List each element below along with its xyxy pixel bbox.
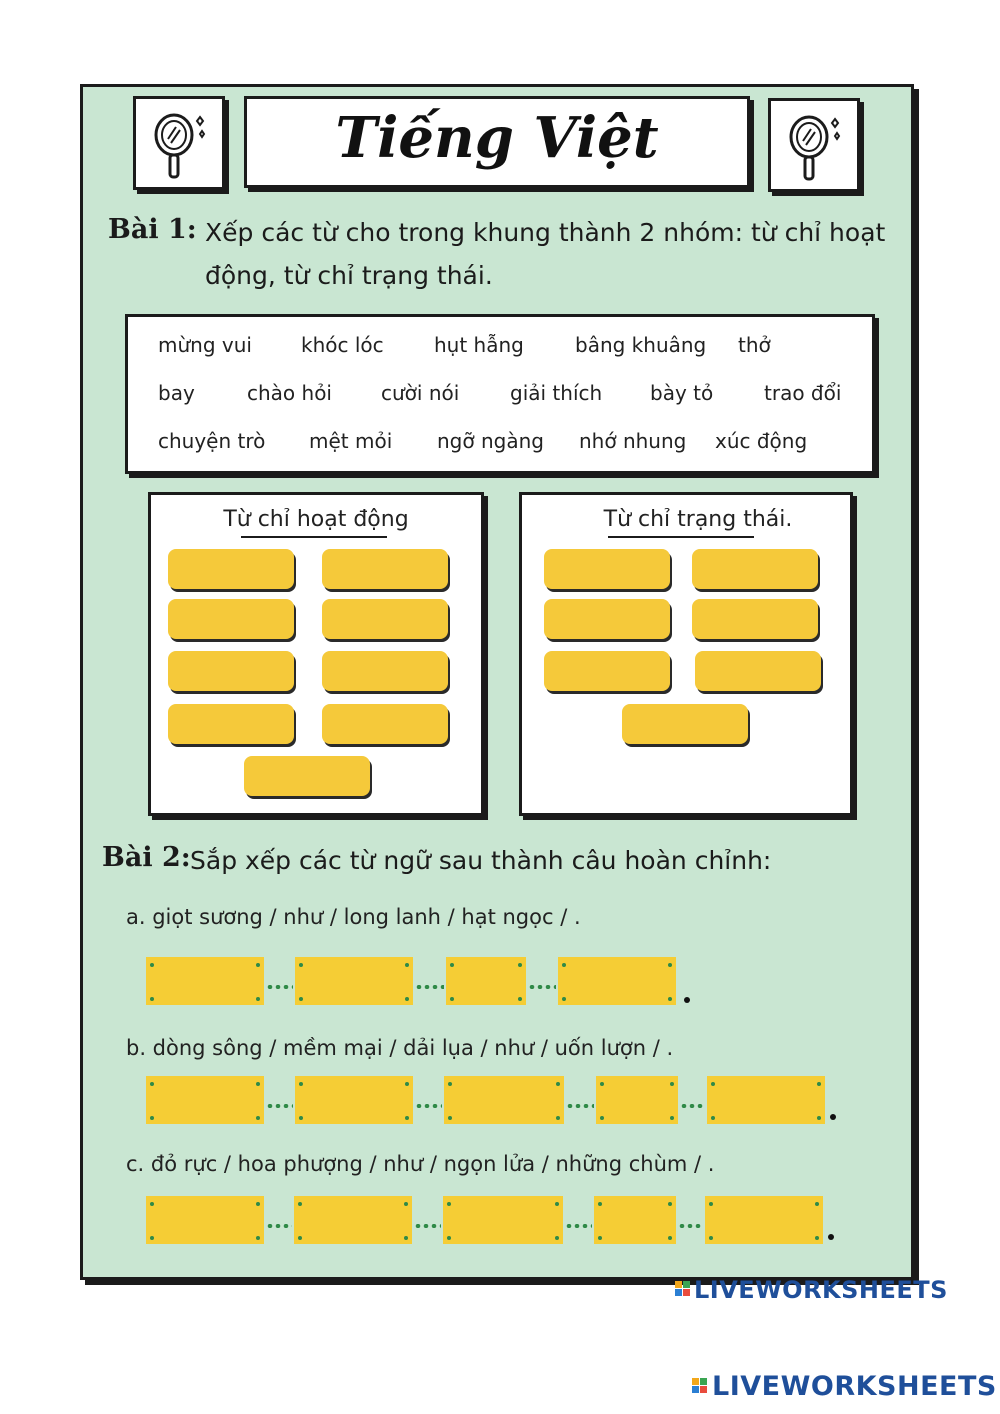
sentence-period [684,997,690,1003]
dotted-connector [266,1104,293,1108]
dotted-connector [565,1224,592,1228]
question-b: b. dòng sông / mềm mại / dải lụa / như / uốn lượn / . [126,1036,674,1060]
group-action-title: Từ chỉ hoạt động [223,507,409,532]
answer-slot-action[interactable] [168,704,294,744]
dotted-connector [415,1104,442,1108]
bai1-instruction-line2: động, từ chỉ trạng thái. [205,261,493,290]
corner-dot [711,1082,715,1086]
corner-dot [709,1202,713,1206]
corner-dot [150,1202,154,1206]
answer-slot-action[interactable] [322,599,448,639]
corner-dot [256,1082,260,1086]
sentence-period [828,1234,834,1240]
dotted-connector [266,985,293,989]
word-bank-item[interactable]: thở [738,333,771,357]
word-bank-item[interactable]: hụt hẫng [434,333,524,357]
corner-dot [556,1082,560,1086]
mirror-frame-left [133,96,225,190]
corner-dot [405,963,409,967]
bai1-heading: Bài 1: [108,214,197,245]
title-banner [244,96,750,188]
dotted-connector [414,1224,441,1228]
word-bank-item[interactable]: trao đổi [764,381,842,405]
sentence-answer-box[interactable] [707,1076,825,1124]
corner-dot [150,1082,154,1086]
question-c: c. đỏ rực / hoa phượng / như / ngọn lửa / những chùm / . [126,1152,715,1176]
page-title: Tiếng Việt [335,105,659,171]
corner-dot [404,1202,408,1206]
hand-mirror-icon [771,101,857,189]
corner-dot [256,1202,260,1206]
answer-slot-action[interactable] [322,704,448,744]
corner-dot [518,963,522,967]
corner-dot [711,1116,715,1120]
sentence-answer-box[interactable] [295,1076,413,1124]
answer-slot-state[interactable] [544,651,670,691]
corner-dot [555,1202,559,1206]
word-bank-item[interactable]: bâng khuâng [575,333,707,357]
mirror-frame-right [768,98,860,192]
answer-slot-action[interactable] [168,599,294,639]
answer-slot-action[interactable] [168,651,294,691]
corner-dot [562,997,566,1001]
corner-dot [450,963,454,967]
corner-dot [256,1236,260,1240]
sentence-answer-box[interactable] [295,957,413,1005]
corner-dot [448,1082,452,1086]
corner-dot [298,1202,302,1206]
corner-dot [555,1236,559,1240]
corner-dot [668,963,672,967]
sentence-answer-box[interactable] [446,957,526,1005]
answer-slot-state[interactable] [544,599,670,639]
corner-dot [256,997,260,1001]
corner-dot [256,1116,260,1120]
corner-dot [405,1082,409,1086]
corner-dot [447,1202,451,1206]
sentence-answer-box[interactable] [146,1076,264,1124]
corner-dot [256,963,260,967]
dotted-connector [266,1224,292,1228]
corner-dot [562,963,566,967]
corner-dot [600,1116,604,1120]
answer-slot-state[interactable] [622,704,748,744]
corner-dot [518,997,522,1001]
corner-dot [817,1082,821,1086]
corner-dot [668,1236,672,1240]
answer-slot-action[interactable] [322,549,448,589]
question-a: a. giọt sương / như / long lanh / hạt ngọc / . [126,905,581,929]
dotted-connector [680,1104,705,1108]
sentence-answer-box[interactable] [705,1196,823,1244]
dotted-connector [566,1104,594,1108]
corner-dot [598,1202,602,1206]
group-action-underline [241,536,387,538]
corner-dot [600,1082,604,1086]
word-bank-item[interactable]: chào hỏi [247,381,332,405]
word-bank-item[interactable]: mệt mỏi [309,429,393,453]
bai1-instruction-line1: Xếp các từ cho trong khung thành 2 nhóm: từ chỉ hoạt [205,218,886,247]
watermark: LIVEWORKSHEETS [694,1276,948,1304]
corner-dot [150,963,154,967]
corner-dot [817,1116,821,1120]
corner-dot [815,1236,819,1240]
dotted-connector [678,1224,703,1228]
group-state-underline [608,536,754,538]
corner-dot [150,997,154,1001]
answer-slot-action[interactable] [322,651,448,691]
sentence-answer-box[interactable] [594,1196,676,1244]
answer-slot-state[interactable] [544,549,670,589]
corner-dot [405,997,409,1001]
hand-mirror-icon [136,99,222,187]
answer-slot-action[interactable] [168,549,294,589]
sentence-period [830,1114,836,1120]
word-bank-item[interactable]: ngỡ ngàng [437,429,544,453]
corner-dot [150,1116,154,1120]
sentence-answer-box[interactable] [443,1196,563,1244]
bai2-heading: Bài 2: [102,842,191,873]
corner-dot [670,1082,674,1086]
word-bank-item[interactable]: khóc lóc [301,333,384,357]
corner-dot [299,1116,303,1120]
corner-dot [299,963,303,967]
corner-dot [815,1202,819,1206]
corner-dot [298,1236,302,1240]
sentence-answer-box[interactable] [444,1076,564,1124]
word-bank-item[interactable]: chuyện trò [158,429,266,453]
corner-dot [448,1116,452,1120]
sentence-answer-box[interactable] [596,1076,678,1124]
corner-dot [598,1236,602,1240]
word-bank-item[interactable]: bày tỏ [650,381,714,405]
sentence-answer-box[interactable] [146,957,264,1005]
watermark: LIVEWORKSHEETS [712,1371,997,1402]
corner-dot [709,1236,713,1240]
corner-dot [450,997,454,1001]
dotted-connector [415,985,444,989]
dotted-connector [528,985,556,989]
corner-dot [556,1116,560,1120]
answer-slot-state[interactable] [695,651,821,691]
word-bank-item[interactable]: nhớ nhung [579,429,687,453]
word-bank-item[interactable]: giải thích [510,381,603,405]
corner-dot [404,1236,408,1240]
word-bank-item[interactable]: bay [158,381,195,405]
corner-dot [150,1236,154,1240]
corner-dot [299,1082,303,1086]
group-state-title: Từ chỉ trạng thái. [603,507,793,532]
answer-slot-state[interactable] [692,599,818,639]
word-bank-item[interactable]: mừng vui [158,333,252,357]
sentence-answer-box[interactable] [146,1196,264,1244]
answer-slot-action[interactable] [244,756,370,796]
answer-slot-state[interactable] [692,549,818,589]
sentence-answer-box[interactable] [294,1196,412,1244]
corner-dot [670,1116,674,1120]
corner-dot [668,1202,672,1206]
sentence-answer-box[interactable] [558,957,676,1005]
bai2-instruction: Sắp xếp các từ ngữ sau thành câu hoàn chỉnh: [190,846,772,875]
corner-dot [299,997,303,1001]
corner-dot [447,1236,451,1240]
word-bank-item[interactable]: xúc động [715,429,808,453]
corner-dot [405,1116,409,1120]
word-bank-item[interactable]: cười nói [381,381,460,405]
corner-dot [668,997,672,1001]
